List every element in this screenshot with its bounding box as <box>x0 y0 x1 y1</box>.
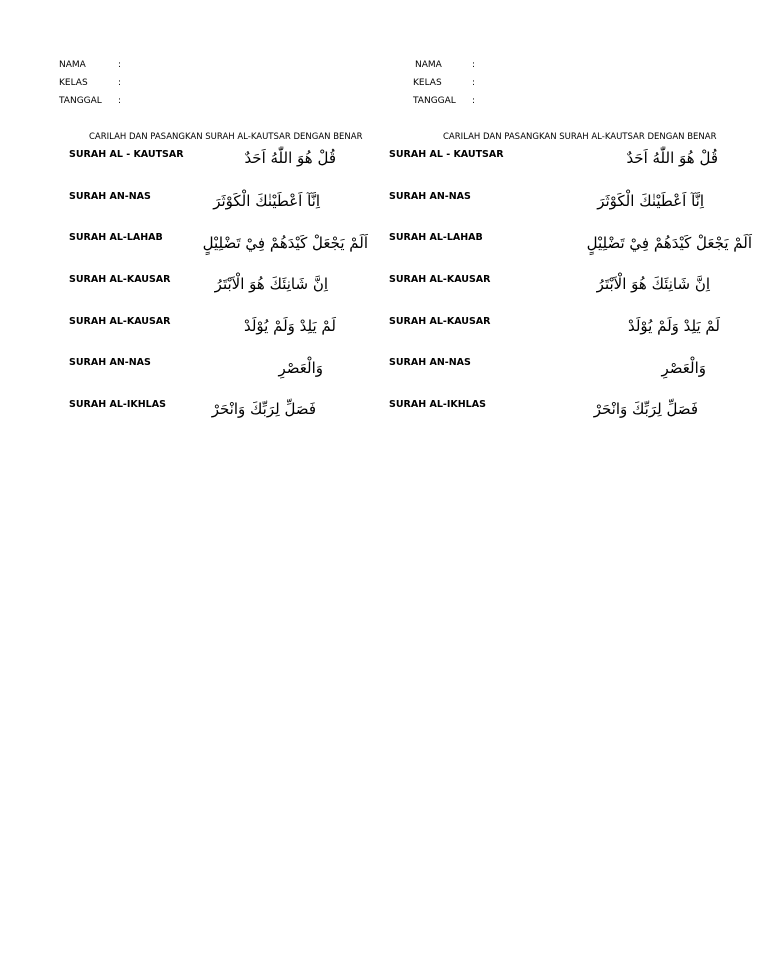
ayah-4-right: اِنَّ شَانِئَكَ هُوَ الْاَبْتَرُ <box>596 275 710 293</box>
surah-name-7: SURAH AL-IKHLAS <box>69 399 166 410</box>
nama-colon-right: : <box>472 60 476 70</box>
ayah-3: اَلَمْ يَجْعَلْ كَيْدَهُمْ فِيْ تَضْلِيْلٍ <box>202 234 368 252</box>
ayah-7-right: فَصَلِّ لِرَبِّكَ وَانْحَرْ <box>593 400 698 418</box>
ayah-5: لَمْ يَلِدْ وَلَمْ يُوْلَدْ <box>243 317 336 335</box>
surah-name-5: SURAH AL-KAUSAR <box>69 316 171 327</box>
tanggal-colon-right: : <box>472 96 476 106</box>
tanggal-label: TANGGAL <box>59 96 102 106</box>
surah-name-3-right: SURAH AL-LAHAB <box>389 232 483 243</box>
ayah-5-right: لَمْ يَلِدْ وَلَمْ يُوْلَدْ <box>627 317 720 335</box>
tanggal-label-right: TANGGAL <box>413 96 456 106</box>
ayah-6-right: وَالْعَصْرِ <box>661 359 706 377</box>
worksheet-title-right: CARILAH DAN PASANGKAN SURAH AL-KAUTSAR DENGAN BENAR <box>443 132 717 142</box>
surah-name-1: SURAH AL - KAUTSAR <box>69 149 184 160</box>
nama-label-right: NAMA <box>415 60 442 70</box>
kelas-label: KELAS <box>59 78 88 88</box>
kelas-colon: : <box>118 78 122 88</box>
tanggal-colon: : <box>118 96 122 106</box>
nama-label: NAMA <box>59 60 86 70</box>
ayah-1-right: قُلْ هُوَ اللّٰهُ اَحَدٌ <box>626 149 718 167</box>
ayah-3-right: اَلَمْ يَجْعَلْ كَيْدَهُمْ فِيْ تَضْلِيْلٍ <box>586 234 752 252</box>
ayah-4: اِنَّ شَانِئَكَ هُوَ الْاَبْتَرُ <box>214 275 328 293</box>
surah-name-6-right: SURAH AN-NAS <box>389 357 471 368</box>
surah-name-6: SURAH AN-NAS <box>69 357 151 368</box>
surah-name-2: SURAH AN-NAS <box>69 191 151 202</box>
ayah-2-right: اِنَّآ اَعْطَيْنٰكَ الْكَوْثَرَ <box>597 192 704 210</box>
surah-name-5-right: SURAH AL-KAUSAR <box>389 316 491 327</box>
ayah-2: اِنَّآ اَعْطَيْنٰكَ الْكَوْثَرَ <box>213 192 320 210</box>
ayah-1: قُلْ هُوَ اللّٰهُ اَحَدٌ <box>244 149 336 167</box>
surah-name-2-right: SURAH AN-NAS <box>389 191 471 202</box>
surah-name-1-right: SURAH AL - KAUTSAR <box>389 149 504 160</box>
surah-name-4: SURAH AL-KAUSAR <box>69 274 171 285</box>
surah-name-3: SURAH AL-LAHAB <box>69 232 163 243</box>
kelas-label-right: KELAS <box>413 78 442 88</box>
surah-name-7-right: SURAH AL-IKHLAS <box>389 399 486 410</box>
kelas-colon-right: : <box>472 78 476 88</box>
ayah-6: وَالْعَصْرِ <box>278 359 323 377</box>
ayah-7: فَصَلِّ لِرَبِّكَ وَانْحَرْ <box>211 400 316 418</box>
worksheet-title: CARILAH DAN PASANGKAN SURAH AL-KAUTSAR DENGAN BENAR <box>89 132 363 142</box>
surah-name-4-right: SURAH AL-KAUSAR <box>389 274 491 285</box>
nama-colon: : <box>118 60 122 70</box>
